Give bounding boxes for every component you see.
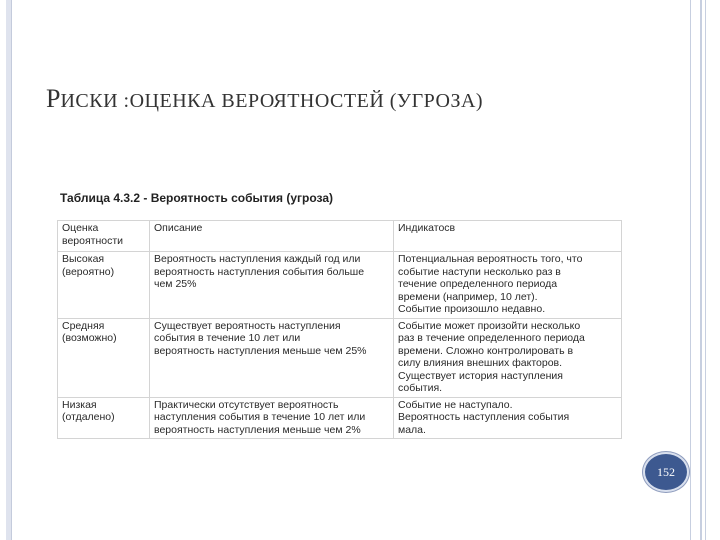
- table-cell: Вероятность наступления каждый год или вероятность наступления события больше чем 25%: [150, 252, 394, 319]
- table-row: [58, 252, 622, 319]
- table-caption: Таблица 4.3.2 - Вероятность события (угроза): [60, 191, 334, 205]
- table-header-row: [58, 221, 622, 252]
- table-row: [58, 318, 622, 397]
- table-cell: Потенциальная вероятность того, что событие наступи несколько раз в течение определенного периода времени (например, 10 лет). Событие произошло недавно.: [394, 252, 622, 319]
- slide-title-initial: Р: [46, 84, 61, 113]
- right-decorative-rule: [705, 0, 706, 540]
- slide-title: [46, 78, 483, 115]
- page-number-badge: 152: [643, 452, 689, 492]
- right-decorative-rule: [700, 0, 702, 540]
- slide-title-rest: ИСКИ: [60, 90, 119, 112]
- table-cell: Событие может произойти несколько раз в течение определенного периода времени. Сложно контролировать в силу влияния внешних факторов. Существует история наступления события.: [394, 318, 622, 397]
- header-cell-description: Описание: [150, 221, 394, 252]
- table-cell: Существует вероятность наступления события в течение 10 лет или вероятность наступления меньше чем 25%: [150, 318, 394, 397]
- table-cell: Средняя (возможно): [58, 318, 150, 397]
- risk-probability-table: [57, 220, 622, 439]
- table-cell: Событие не наступало. Вероятность наступления события мала.: [394, 397, 622, 439]
- table-row: [58, 397, 622, 439]
- table-cell: Низкая (отдалено): [58, 397, 150, 439]
- table-cell: Практически отсутствует вероятность наступления события в течение 10 лет или вероятность наступления меньше чем 2%: [150, 397, 394, 439]
- table-cell: Высокая (вероятно): [58, 252, 150, 319]
- slide-title-tail: :ОЦЕНКА ВЕРОЯТНОСТЕЙ (УГРОЗА): [118, 90, 484, 112]
- header-cell-assessment: Оценка вероятности: [58, 221, 150, 252]
- right-decorative-rule: [690, 0, 691, 540]
- left-border-bar: [6, 0, 12, 540]
- header-cell-indicators: Индикатосв: [394, 221, 622, 252]
